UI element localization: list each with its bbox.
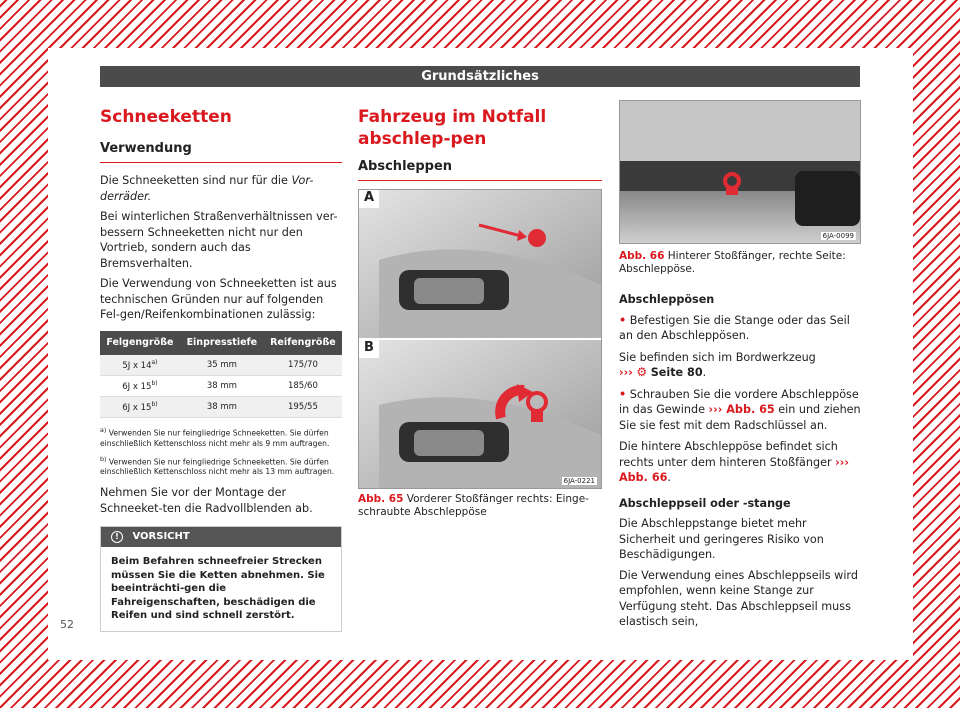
- paragraph: Bei winterlichen Straßenverhältnissen ver-bessern Schneeketten nicht nur den Vortrieb, sondern auch das Bremsverhalten.: [100, 210, 338, 270]
- subsection-title: Verwendung: [100, 140, 342, 163]
- paragraph: Die Schneeketten sind nur für die Vor-derräder.: [100, 174, 314, 203]
- paragraph: Die Verwendung eines Abschleppseils wird empfohlen, wenn keine Stange zur Verfügung steht. Das Abschleppseil muss elastisch sein,: [619, 568, 858, 628]
- column-abschleppen: [358, 96, 602, 519]
- figure-link[interactable]: ››› Abb. 65: [708, 403, 775, 416]
- paragraph: Die Verwendung von Schneeketten ist aus technischen Gründen nur auf folgenden Fel-gen/Reifenkombinationen zulässig:: [100, 277, 337, 321]
- table-header: Felgengröße: [100, 331, 180, 355]
- section-title: Schneeketten: [100, 107, 232, 127]
- paragraph: Die hintere Abschleppöse befindet sich rechts unter dem hinteren Stoßfänger ››› Abb. 66.: [619, 440, 849, 484]
- paragraph: Sie befinden sich im Bordwerkzeug ››› ⚙ Seite 80.: [619, 350, 816, 379]
- figure-caption: Abb. 65 Vorderer Stoßfänger rechts: Einge-schraubte Abschleppöse: [358, 493, 589, 518]
- rim-tire-table: [100, 331, 342, 419]
- figure-code: 6JA-0099: [822, 232, 854, 240]
- figure-caption: Abb. 66 Hinterer Stoßfänger, rechte Seite: Abschleppöse.: [619, 250, 846, 275]
- table-row: 6J x 15$^{b)}$ 38 mm 185/60: [100, 376, 342, 397]
- paragraph: Nehmen Sie vor der Montage der Schneeket-ten die Radvollblenden ab.: [100, 486, 313, 515]
- column-schneeketten: [100, 96, 342, 632]
- warning-title: VORSICHT: [132, 531, 190, 543]
- subheading: Abschleppösen: [619, 293, 715, 306]
- bullet-item: • Befestigen Sie die Stange oder das Seil an den Abschleppösen.: [619, 313, 850, 342]
- figure-code: 6JA-0221: [563, 477, 595, 485]
- warning-icon: !: [111, 531, 123, 543]
- warning-text: Beim Befahren schneefreier Strecken müssen Sie die Ketten abnehmen. Sie beeinträchti-gen die Fahreigenschaften, beschädigen die Reifen und sind schnell zerstört.: [111, 556, 325, 622]
- page-header: Grundsätzliches: [100, 66, 860, 87]
- tools-icon: ⚙: [636, 365, 648, 379]
- table-row: 5J x 14$^{a)}$ 35 mm 175/70: [100, 355, 342, 376]
- table-row: 6J x 15$^{b)}$ 38 mm 195/55: [100, 397, 342, 418]
- subheading: Abschleppseil oder -stange: [619, 496, 791, 510]
- figure-rear-bumper: [619, 100, 861, 244]
- page-number: 52: [60, 618, 74, 631]
- figure-front-bumper: [358, 189, 602, 489]
- warning-box: [100, 526, 342, 632]
- table-header: Reifengröße: [264, 331, 342, 355]
- figure-label-a: A: [359, 190, 379, 208]
- footnote-a: $^{a)}$ Verwenden Sie nur feingliedrige Schneeketten. Sie dürfen einschließlich Kettenschloss nicht mehr als 9 mm auftragen.: [100, 427, 330, 448]
- table-header: Einpresstiefe: [180, 331, 264, 355]
- figure-link[interactable]: ››› Abb. 66: [619, 455, 849, 484]
- section-title: Fahrzeug im Notfall abschlep-pen: [358, 107, 547, 149]
- rear-bumper-illustration: [620, 101, 860, 243]
- figure-label-b: B: [359, 340, 379, 358]
- footnote-b: $^{b)}$ Verwenden Sie nur feingliedrige Schneeketten. Sie dürfen einschließlich Kettenschloss nicht mehr als 13 mm auftragen.: [100, 455, 335, 477]
- bullet-item: • Schrauben Sie die vordere Abschleppöse in das Gewinde ››› Abb. 65 ein und ziehen Sie sie fest mit dem Radschlüssel an.: [619, 387, 861, 432]
- subsection-title: Abschleppen: [358, 158, 602, 181]
- column-abschleppoesen: [619, 100, 861, 635]
- front-bumper-illustration: [359, 190, 601, 488]
- paragraph: Die Abschleppstange bietet mehr Sicherheit und geringeres Risiko von Beschädigungen.: [619, 517, 824, 561]
